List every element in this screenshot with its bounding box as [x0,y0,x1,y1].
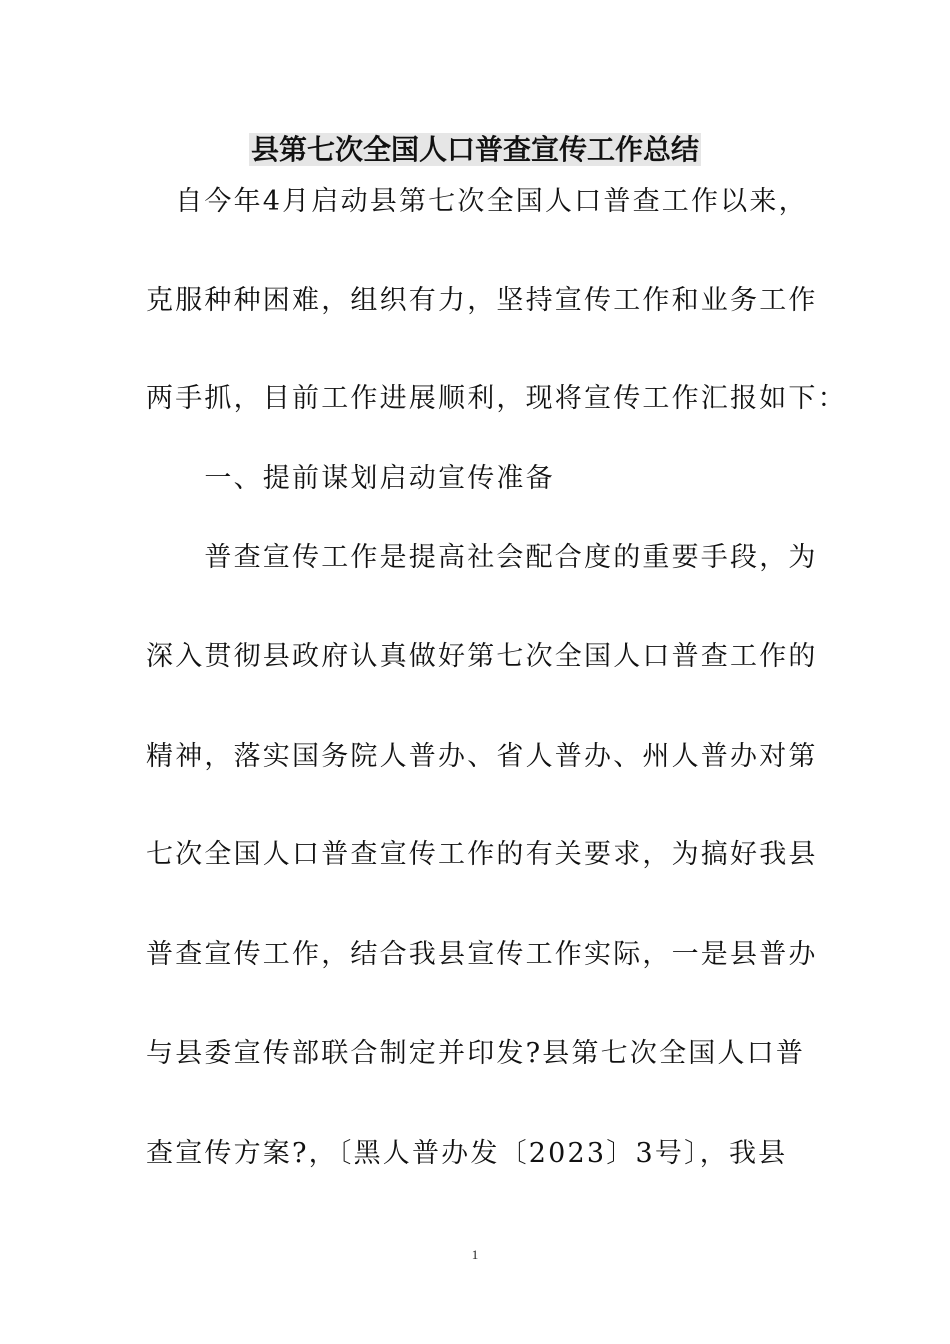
document-title-text: 县第七次全国人口普查宣传工作总结 [250,133,699,166]
body-line: 克服种种困难，组织有力，坚持宣传工作和业务工作 [146,285,818,316]
document-title [0,132,950,168]
body-line: 自今年4月启动县第七次全国人口普查工作以来， [146,186,808,217]
body-line: 与县委宣传部联合制定并印发?县第七次全国人口普 [146,1038,806,1069]
body-line: 查宣传方案?，〔黑人普办发〔2023〕3号〕，我县 [146,1138,788,1169]
body-line: 七次全国人口普查宣传工作的有关要求，为搞好我县 [146,839,818,870]
section-heading: 一、提前谋划启动宣传准备 [146,463,555,494]
body-line: 精神，落实国务院人普办、省人普办、州人普办对第 [146,741,818,772]
body-line: 深入贯彻县政府认真做好第七次全国人口普查工作的 [146,641,818,672]
page-number: 1 [471,1247,479,1262]
body-line: 两手抓，目前工作进展顺利，现将宣传工作汇报如下： [146,383,847,414]
body-line: 普查宣传工作是提高社会配合度的重要手段，为 [146,542,818,573]
body-line: 普查宣传工作，结合我县宣传工作实际，一是县普办 [146,939,818,970]
